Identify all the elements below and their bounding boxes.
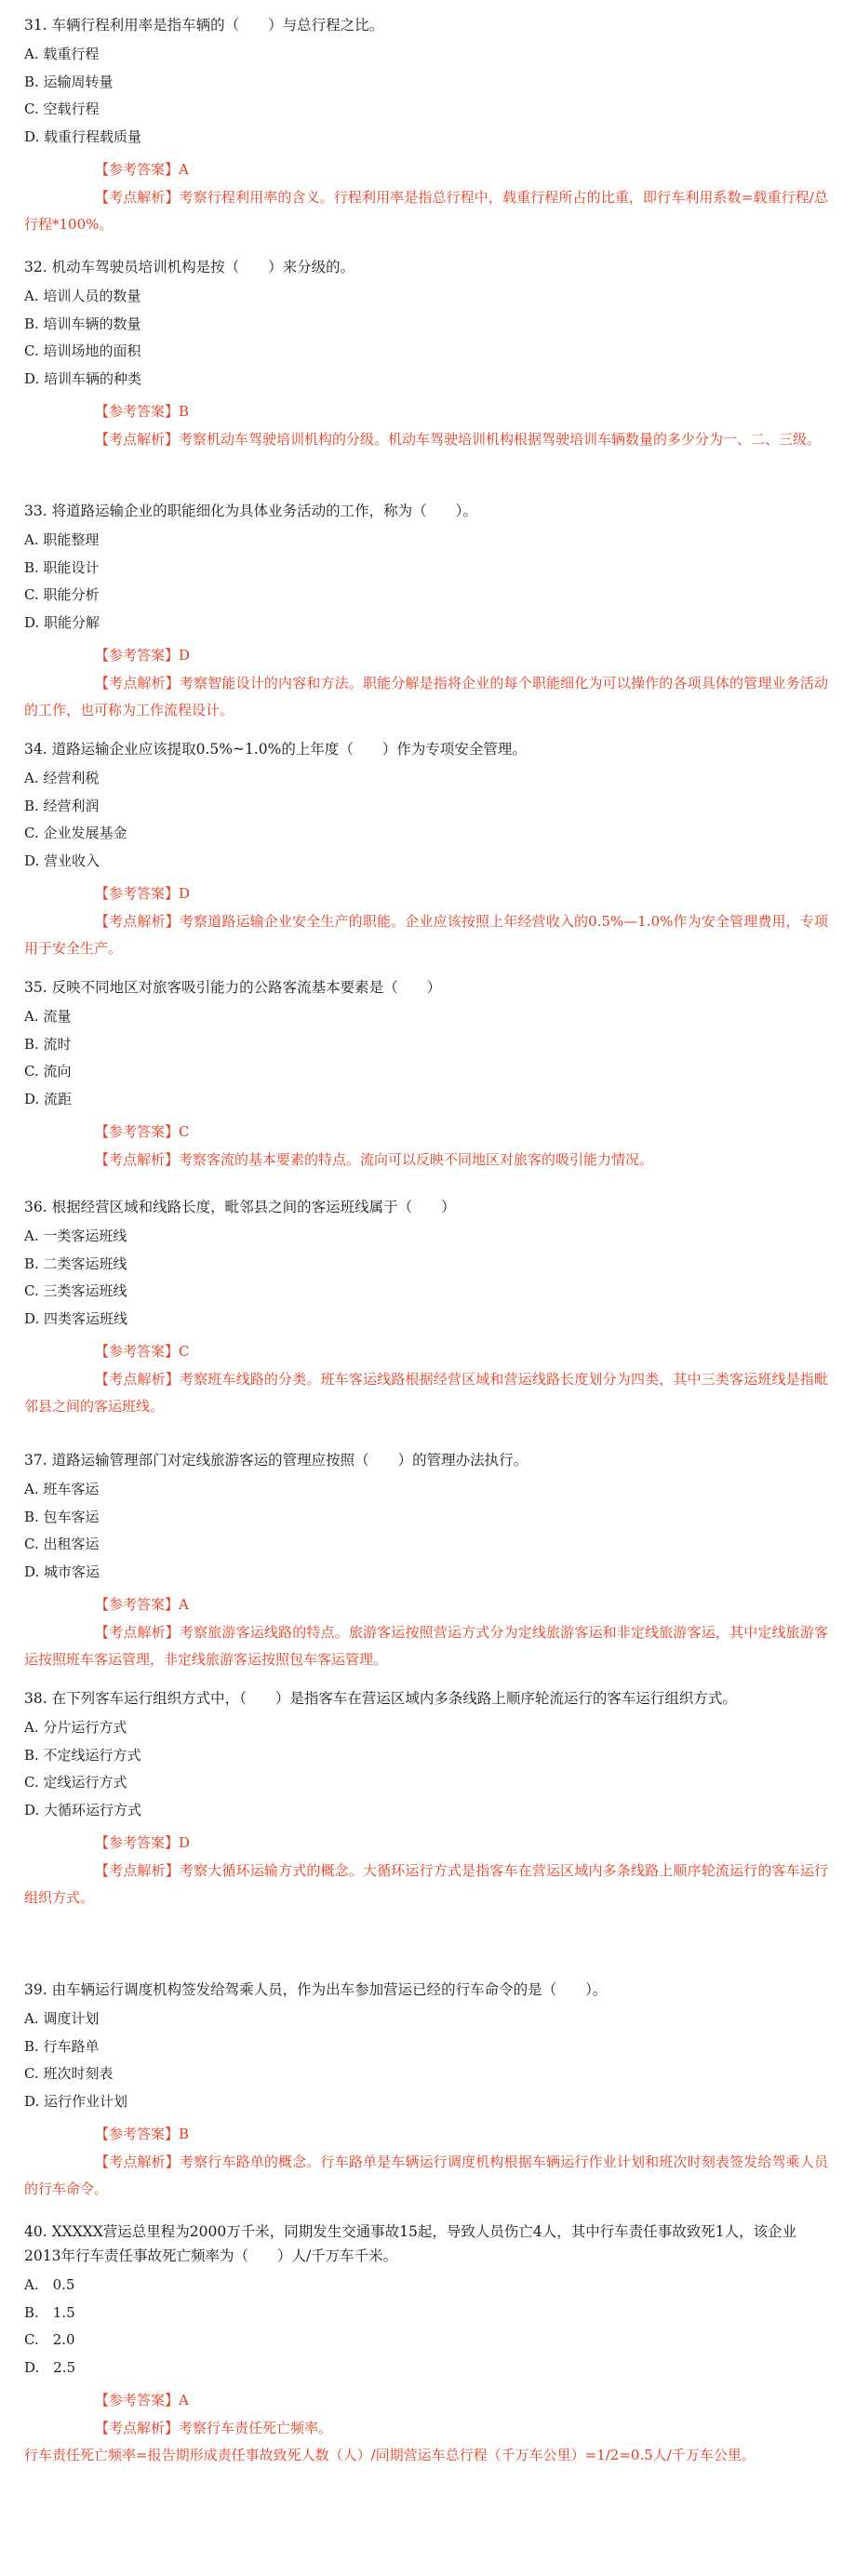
option-b: B. 职能设计 <box>24 558 100 576</box>
option-c: C. 2.0 <box>24 2331 75 2348</box>
option-list <box>24 283 828 393</box>
option-d: D. 载重行程载质量 <box>24 127 142 145</box>
question-33 <box>24 499 828 737</box>
question-stem: 38. 在下列客车运行组织方式中，（ ）是指客车在营运区域内多条线路上顺序轮流运行的客车运行组织方式。 <box>24 1690 737 1707</box>
option-list <box>24 765 828 875</box>
option-b: B. 运输周转量 <box>24 73 114 90</box>
reference-answer: 【参考答案】A <box>95 161 189 178</box>
reference-answer: 【参考答案】C <box>95 1343 190 1360</box>
option-list <box>24 1003 828 1113</box>
formula-line: 行车责任死亡频率=报告期形成责任事故致死人数（人）/同期营运车总行程（千万车公里）=1/2=0.5人/千万车公里。 <box>24 2447 756 2463</box>
option-c: C. 出租客运 <box>24 1536 100 1552</box>
answer-block <box>24 1830 828 1912</box>
question-37 <box>24 1448 828 1686</box>
question-stem: 36. 根据经营区域和线路长度，毗邻县之间的客运班线属于（ ） <box>24 1199 456 1215</box>
question-stem: 40. XXXXX营运总里程为2000万千米，同期发生交通事故15起，导致人员伤亡4人，其中行车责任事故致死1人，该企业2013年行车责任事故死亡频率为（ ）人/千万车千米。 <box>24 2223 797 2264</box>
option-c: C. 空载行程 <box>24 101 100 117</box>
option-a: A. 培训人员的数量 <box>24 288 141 304</box>
option-a: A. 班车客运 <box>24 1481 100 1497</box>
answer-block <box>24 156 828 239</box>
option-d: D. 大循环运行方式 <box>24 1801 142 1818</box>
question-stem: 32. 机动车驾驶员培训机构是按（ ）来分级的。 <box>24 259 355 275</box>
option-b: B. 包车客运 <box>24 1508 100 1525</box>
answer-block <box>24 1119 828 1174</box>
question-38 <box>24 1686 828 1978</box>
reference-answer: 【参考答案】D <box>95 1834 191 1851</box>
answer-analysis: 【考点解析】考察行车责任死亡频率。 <box>95 2419 333 2436</box>
question-31 <box>24 13 828 255</box>
option-b: B. 不定线运行方式 <box>24 1746 141 1764</box>
answer-analysis: 【考点解析】考察智能设计的内容和方法。职能分解是指将企业的每个职能细化为可以操作的各项具体的管理业务活动的工作，也可称为工作流程设计。 <box>24 674 828 718</box>
option-c: C. 班次时刻表 <box>24 2065 114 2082</box>
question-32 <box>24 255 828 499</box>
reference-answer: 【参考答案】C <box>95 1123 190 1140</box>
option-a: A. 载重行程 <box>24 46 100 62</box>
answer-analysis: 【考点解析】考察客流的基本要素的特点。流向可以反映不同地区对旅客的吸引能力情况。 <box>95 1150 654 1168</box>
option-d: D. 培训车辆的种类 <box>24 369 142 387</box>
answer-analysis: 【考点解析】考察道路运输企业安全生产的职能。企业应该按照上年经营收入的0.5%—1.0%作为安全管理费用，专项用于安全生产。 <box>24 912 828 957</box>
option-d: D. 营业收入 <box>24 852 100 869</box>
answer-analysis: 【考点解析】考察班车线路的分类。班车客运线路根据经营区域和营运线路长度划分为四类，其中三类客运班线是指毗邻县之间的客运班线。 <box>24 1370 828 1415</box>
option-a: A. 一类客运班线 <box>24 1228 127 1244</box>
option-c: C. 流向 <box>24 1063 72 1080</box>
answer-block <box>24 1338 828 1421</box>
option-d: D. 运行作业计划 <box>24 2092 128 2110</box>
reference-answer: 【参考答案】A <box>95 1596 189 1613</box>
answer-block <box>24 880 828 963</box>
reference-answer: 【参考答案】B <box>95 403 190 420</box>
option-list <box>24 1714 828 1824</box>
question-stem: 39. 由车辆运行调度机构签发给驾乘人员，作为出车参加营运已经的行车命令的是（ ）。 <box>24 1981 608 1998</box>
option-list <box>24 2272 828 2381</box>
answer-block <box>24 398 828 453</box>
answer-block <box>24 1591 828 1674</box>
option-d: D. 四类客运班线 <box>24 1309 128 1327</box>
question-39 <box>24 1978 828 2220</box>
reference-answer: 【参考答案】D <box>95 885 191 902</box>
option-list <box>24 1223 828 1333</box>
option-c: C. 职能分析 <box>24 586 100 603</box>
option-list <box>24 2006 828 2115</box>
reference-answer: 【参考答案】A <box>95 2392 189 2408</box>
option-b: B. 二类客运班线 <box>24 1254 127 1272</box>
option-a: A. 职能整理 <box>24 531 100 548</box>
answer-block <box>24 2121 828 2204</box>
question-stem: 34. 道路运输企业应该提取0.5%~1.0%的上年度（ ）作为专项安全管理。 <box>24 741 527 758</box>
option-d: D. 2.5 <box>24 2358 76 2376</box>
answer-block <box>24 642 828 725</box>
question-stem: 37. 道路运输管理部门对定线旅游客运的管理应按照（ ）的管理办法执行。 <box>24 1452 528 1469</box>
option-a: A. 经营利税 <box>24 770 100 786</box>
option-c: C. 企业发展基金 <box>24 825 127 841</box>
option-c: C. 培训场地的面积 <box>24 342 141 359</box>
option-d: D. 职能分解 <box>24 613 100 631</box>
option-c: C. 定线运行方式 <box>24 1774 127 1791</box>
question-36 <box>24 1195 828 1448</box>
question-40 <box>24 2220 828 2536</box>
answer-analysis: 【考点解析】考察行程利用率的含义。行程利用率是指总行程中，载重行程所占的比重，即行车利用系数=载重行程/总行程*100%。 <box>24 188 828 233</box>
question-35 <box>24 975 828 1195</box>
option-b: B. 流时 <box>24 1035 72 1053</box>
option-b: B. 1.5 <box>24 2303 75 2321</box>
answer-analysis: 【考点解析】考察行车路单的概念。行车路单是车辆运行调度机构根据车辆运行作业计划和班次时刻表签发给驾乘人员的行车命令。 <box>24 2153 828 2197</box>
option-list <box>24 527 828 637</box>
answer-analysis: 【考点解析】考察旅游客运线路的特点。旅游客运按照营运方式分为定线旅游客运和非定线旅游客运，其中定线旅游客运按照班车客运管理，非定线旅游客运按照包车客运管理。 <box>24 1623 828 1668</box>
option-a: A. 0.5 <box>24 2276 75 2293</box>
question-stem: 35. 反映不同地区对旅客吸引能力的公路客流基本要素是（ ） <box>24 979 442 996</box>
option-b: B. 行车路单 <box>24 2037 100 2055</box>
reference-answer: 【参考答案】B <box>95 2126 190 2142</box>
answer-analysis: 【考点解析】考察机动车驾驶培训机构的分级。机动车驾驶培训机构根据驾驶培训车辆数量的多少分为一、二、三级。 <box>95 430 822 448</box>
option-a: A. 流量 <box>24 1008 72 1025</box>
option-a: A. 分片运行方式 <box>24 1719 127 1736</box>
question-34 <box>24 737 828 975</box>
answer-analysis: 【考点解析】考察大循环运输方式的概念。大循环运行方式是指客车在营运区域内多条线路上顺序轮流运行的客车运行组织方式。 <box>24 1861 828 1906</box>
option-d: D. 流距 <box>24 1090 73 1107</box>
question-stem: 31. 车辆行程利用率是指车辆的（ ）与总行程之比。 <box>24 17 384 34</box>
reference-answer: 【参考答案】D <box>95 647 191 664</box>
option-b: B. 经营利润 <box>24 797 100 814</box>
option-d: D. 城市客运 <box>24 1563 100 1580</box>
option-a: A. 调度计划 <box>24 2010 100 2027</box>
answer-block <box>24 2387 828 2470</box>
option-b: B. 培训车辆的数量 <box>24 315 141 332</box>
option-c: C. 三类客运班线 <box>24 1282 127 1299</box>
option-list <box>24 41 828 151</box>
option-list <box>24 1476 828 1586</box>
question-stem: 33. 将道路运输企业的职能细化为具体业务活动的工作，称为（ ）。 <box>24 503 477 519</box>
